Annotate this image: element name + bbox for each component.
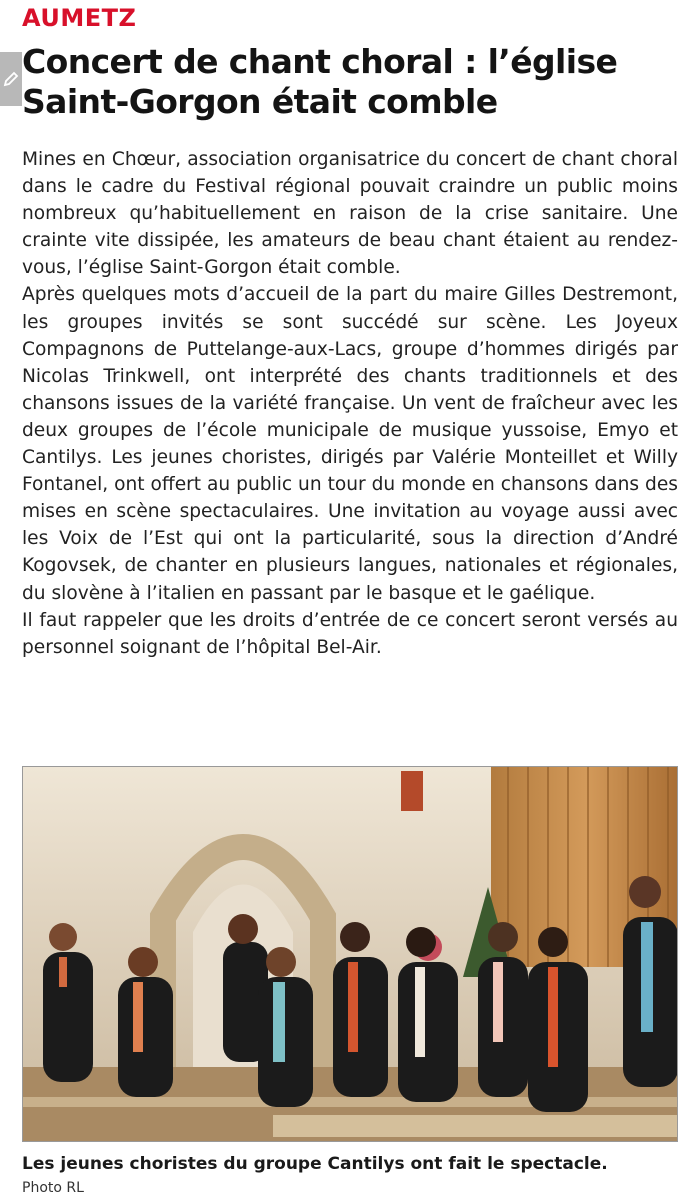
headline (22, 42, 682, 122)
headline-line: Concert de chant choral : l’église (22, 42, 618, 81)
paragraph: Après quelques mots d’accueil de la part du maire Gilles Destremont, les groupes invités se sont succédé sur scène. Les Joyeux Compagnons de Puttelange-aux-Lacs, groupe d’hommes dirigés par Nicolas Trinkwell, ont interprété des chants traditionnels et des chansons issues de la variété française. Un vent de fraîcheur avec les deux groupes de l’école municipale de musique yussoise, Emyo et Cantilys. Les jeunes choristes, dirigés par Valérie Monteillet et Willy Fontanel, ont offert au public un tour du monde en chansons dans des mises en scène spectaculaires. Une invitation au voyage aussi avec les Voix de l’Est qui ont la particularité, sous la direction d’André Kogovsek, de chanter en plusieurs langues, nationales et régionales, du slovène à l’italien en passant par le basque et le gaélique. (22, 284, 678, 604)
paragraph: Mines en Chœur, association organisatrice du concert de chant choral dans le cadre du Festival régional pouvait craindre un public moins nombreux qu’habituellement en raison de la crise sanitaire. Une crainte vite dissipée, les amateurs de beau chant étaient au rendez-vous, l’église Saint-Gorgon était comble. (22, 149, 678, 279)
section-label: AUMETZ (22, 4, 137, 32)
choir-illustration (23, 767, 678, 1142)
paragraph: Il faut rappeler que les droits d’entrée de ce concert seront versés au personnel soignant de l’hôpital Bel-Air. (22, 609, 678, 658)
photo-credit: Photo RL (22, 1180, 84, 1196)
pencil-icon (3, 71, 19, 87)
photo-caption: Les jeunes choristes du groupe Cantilys ont fait le spectacle. (22, 1154, 608, 1174)
headline-line: Saint-Gorgon était comble (22, 82, 498, 121)
concert-photo (22, 766, 678, 1142)
edit-tab[interactable] (0, 52, 22, 106)
article-body (22, 146, 678, 661)
